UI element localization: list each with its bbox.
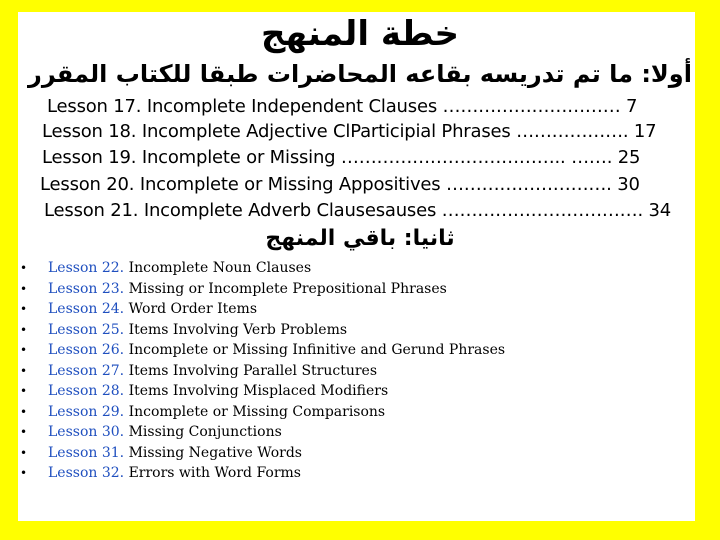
lesson-title: Incomplete or Missing Infinitive and Gerund Phrases	[124, 342, 506, 358]
lesson-number: Lesson 31.	[48, 444, 125, 461]
bullet-icon: •	[20, 281, 28, 296]
bullet-icon: •	[20, 322, 28, 337]
lesson-title: Items Involving Misplaced Modifiers	[124, 383, 389, 399]
bullet-icon: •	[20, 384, 28, 398]
section2-heading: ثانيا: باقي المنهج	[265, 226, 455, 251]
lesson-title: Missing Negative Words	[124, 444, 302, 461]
lesson-number: Lesson 25.	[48, 321, 125, 338]
lesson-number: Lesson 22.	[48, 260, 125, 276]
lesson-line: Lesson 18. Incomplete Adjective ClParticipial Phrases ………………. 17	[42, 121, 657, 142]
lesson-number: Lesson 23.	[48, 280, 125, 297]
lesson-title: Missing or Incomplete Prepositional Phrases	[124, 280, 447, 297]
bullet-icon: •	[20, 466, 28, 480]
lesson-title: Items Involving Parallel Structures	[124, 362, 378, 379]
bullet-icon: •	[20, 302, 28, 316]
section1-heading: أولا: ما تم تدريسه بقاعه المحاضرات طبقا للكتاب المقرر	[28, 60, 692, 88]
lesson-title: Word Order Items	[124, 301, 258, 317]
lesson-number: Lesson 27.	[48, 362, 125, 379]
lesson-line: Lesson 20. Incomplete or Missing Appositives ………………………. 30	[40, 174, 640, 195]
bullet-icon: •	[20, 343, 28, 357]
lesson-title: Errors with Word Forms	[124, 465, 301, 481]
lesson-line: Lesson 17. Incomplete Independent Clauses ………………………… 7	[47, 96, 638, 117]
bullet-icon: •	[20, 363, 28, 378]
bullet-icon: •	[20, 261, 28, 275]
page-title: خطة المنهج	[260, 14, 460, 54]
lesson-number: Lesson 30.	[48, 424, 125, 440]
lesson-line: Lesson 19. Incomplete or Missing ……………………………….. ……. 25	[42, 147, 641, 168]
bullet-icon: •	[20, 425, 28, 439]
lesson-line: Lesson 21. Incomplete Adverb Clausesauses ……………………………. 34	[44, 200, 672, 221]
bullet-icon: •	[20, 445, 28, 460]
lesson-number: Lesson 24.	[48, 301, 125, 317]
lesson-title: Items Involving Verb Problems	[124, 321, 348, 338]
lesson-number: Lesson 26.	[48, 342, 125, 358]
lesson-title: Missing Conjunctions	[124, 424, 282, 440]
bullet-icon: •	[20, 404, 28, 419]
lesson-title: Incomplete or Missing Comparisons	[124, 403, 386, 420]
lesson-title: Incomplete Noun Clauses	[124, 260, 312, 276]
lesson-number: Lesson 32.	[48, 465, 125, 481]
lesson-number: Lesson 28.	[48, 383, 125, 399]
lesson-number: Lesson 29.	[48, 403, 125, 420]
